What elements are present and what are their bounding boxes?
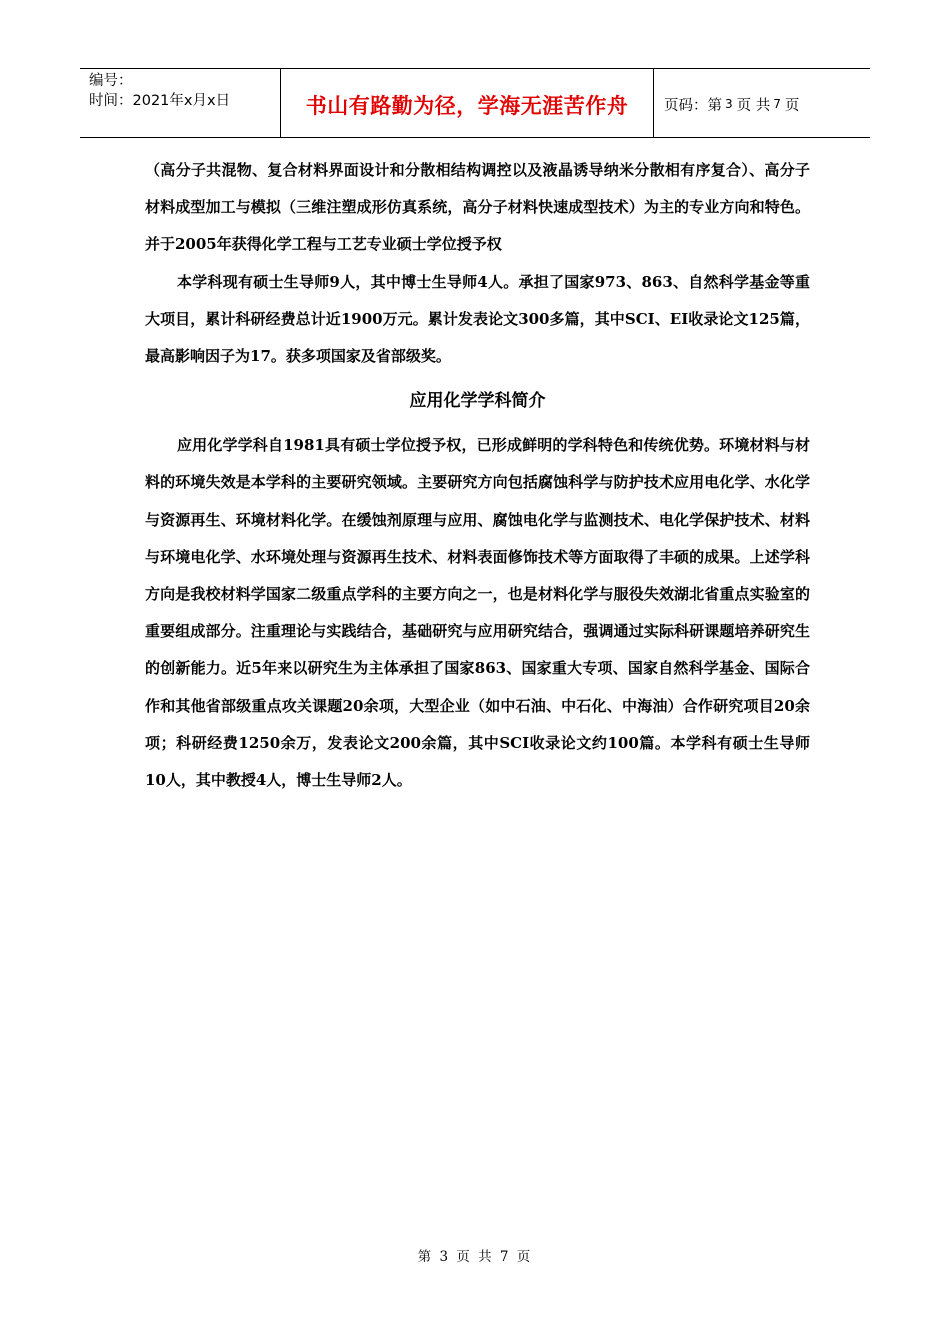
document-body [145, 152, 810, 799]
page-prefix: 页码：第 [664, 97, 722, 114]
page-header [80, 68, 870, 138]
paragraph-continued: （高分子共混物、复合材料界面设计和分散相结构调控以及液晶诱导纳米分散相有序复合）、高分子材料成型加工与模拟（三维注塑成形仿真系统，高分子材料快速成型技术）为主的专业方向和特色。并于2005年获得化学工程与工艺专业硕士学位授予权 [145, 161, 810, 254]
header-meta [80, 69, 281, 137]
page-current: 3 [725, 97, 733, 111]
page-suffix: 页 [784, 97, 800, 114]
paragraph-applied-chemistry: 应用化学学科自1981具有硕士学位授予权，已形成鲜明的学科特色和传统优势。环境材料与材料的环境失效是本学科的主要研究领域。主要研究方向包括腐蚀科学与防护技术应用电化学、水化学与资源再生、环境材料化学。在缓蚀剂原理与应用、腐蚀电化学与监测技术、电化学保护技术、材料与环境电化学、水环境处理与资源再生技术、材料表面修饰技术等方面取得了丰硕的成果。上述学科方向是我校材料学国家二级重点学科的主要方向之一，也是材料化学与服役失效湖北省重点实验室的重要组成部分。注重理论与实践结合，基础研究与应用研究结合，强调通过实际科研课题培养研究生的创新能力。近5年来以研究生为主体承担了国家863、国家重大专项、国家自然科学基金、国际合作和其他省部级重点攻关课题20余项，大型企业（如中石油、中石化、中海油）合作研究项目20余项；科研经费1250余万，发表论文200余篇，其中SCI收录论文约100篇。本学科有硕士生导师10人，其中教授4人，博士生导师2人。 [145, 436, 810, 790]
page-footer: 第 3 页 共 7 页 [417, 1249, 533, 1265]
header-page-info [654, 69, 870, 137]
header-motto: 书山有路勤为径，学海无涯苦作舟 [281, 69, 654, 137]
document-date: 时间：2021年x月x日 [89, 93, 231, 109]
page-total: 7 [773, 97, 781, 111]
paragraph-faculty: 本学科现有硕士生导师9人，其中博士生导师4人。承担了国家973、863、自然科学基金等重大项目，累计科研经费总计近1900万元。累计发表论文300多篇，其中SCI、EI收录论文125篇，最高影响因子为17。获多项国家及省部级奖。 [145, 272, 810, 366]
document-number-label: 编号： [89, 73, 133, 89]
section-heading: 应用化学学科简介 [409, 391, 546, 412]
page-mid: 页 共 [736, 97, 771, 114]
